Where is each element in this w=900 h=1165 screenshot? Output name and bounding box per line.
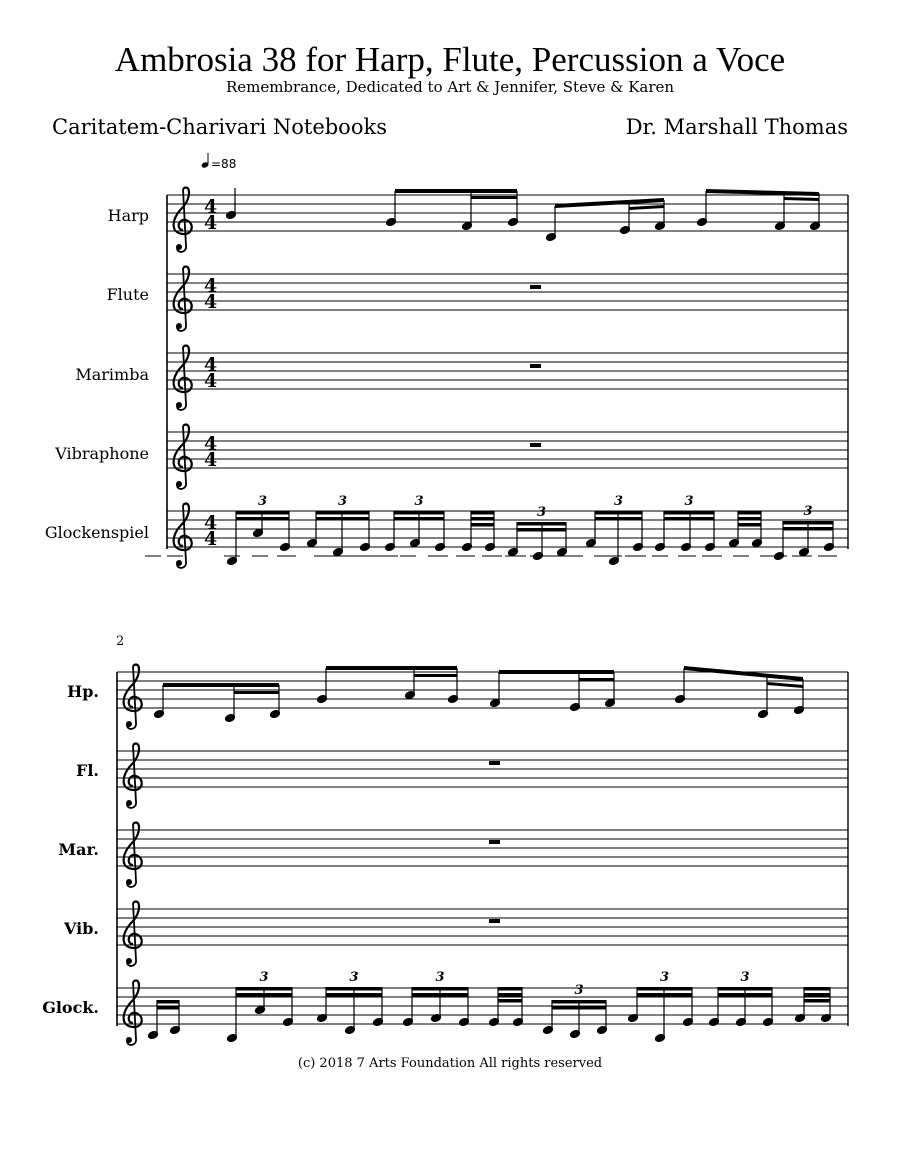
beam: [471, 517, 494, 521]
beam: [783, 521, 833, 525]
beam: [552, 1006, 606, 1010]
svg-text:4: 4: [204, 512, 218, 534]
instrument-abbr-glockenspiel: Glock.: [42, 998, 99, 1017]
score-subtitle: Remembrance, Dedicated to Art & Jennifer, Steve & Karen: [225, 78, 675, 96]
beam: [804, 987, 830, 991]
instrument-abbr-harp: Hp.: [67, 682, 99, 701]
beam: [738, 517, 761, 521]
tempo-value: =88: [211, 157, 237, 171]
svg-text:4: 4: [204, 196, 218, 218]
tuplet-number: 3: [257, 494, 268, 509]
beam: [718, 993, 772, 997]
instrument-name-vibraphone: Vibraphone: [55, 444, 149, 463]
treble-clef: [124, 665, 142, 729]
beam: [316, 511, 369, 515]
tuplet-number: 3: [414, 494, 424, 509]
whole-rest: [489, 919, 500, 923]
treble-clef: [124, 902, 142, 966]
svg-text:4: 4: [204, 433, 218, 455]
composer-name: Dr. Marshall Thomas: [625, 115, 848, 139]
beam: [498, 993, 522, 997]
instrument-abbr-flute: Fl.: [75, 761, 99, 780]
beam: [326, 987, 382, 991]
tuplet-number: 3: [435, 970, 445, 985]
whole-rest: [530, 443, 541, 447]
beam: [738, 523, 761, 527]
glockenspiel-notes-m2: [145, 556, 834, 1044]
tuplet-number: 3: [740, 970, 750, 985]
treble-clef: [174, 188, 192, 252]
svg-text:4: 4: [204, 212, 218, 234]
tuplet-number: 3: [659, 970, 670, 985]
whole-rest: [489, 840, 500, 844]
tuplet-number: 3: [259, 970, 269, 985]
instrument-name-glockenspiel: Glockenspiel: [44, 523, 149, 542]
tuplet-number: 3: [803, 504, 813, 519]
svg-text:4: 4: [204, 449, 218, 471]
beam: [637, 993, 692, 997]
collection-name: Caritatem-Charivari Notebooks: [52, 115, 387, 139]
beam: [157, 1006, 179, 1010]
beam: [236, 517, 289, 521]
tuplet-number: 3: [684, 494, 694, 509]
svg-text:4: 4: [204, 354, 218, 376]
instrument-abbr-vibraphone: Vib.: [64, 919, 99, 938]
beam: [236, 511, 289, 515]
treble-clef: [124, 823, 142, 887]
beam: [517, 528, 566, 532]
beam: [664, 511, 714, 515]
beam: [517, 522, 566, 526]
treble-clef: [174, 425, 192, 489]
beam: [326, 993, 382, 997]
beam: [471, 511, 494, 515]
beam: [664, 517, 714, 521]
instrument-abbr-marimba: Mar.: [58, 840, 99, 859]
tuplet-number: 3: [613, 494, 624, 509]
beam: [498, 987, 522, 991]
beam: [157, 1000, 179, 1004]
beam: [394, 517, 444, 521]
system-1: [45, 188, 848, 568]
beam: [236, 987, 292, 991]
whole-rest: [530, 364, 541, 368]
svg-text:4: 4: [204, 291, 218, 313]
treble-clef: [174, 504, 192, 568]
beam: [498, 999, 522, 1003]
beam: [595, 511, 642, 515]
treble-clef: [174, 267, 192, 331]
system-1-staves: [167, 195, 848, 547]
treble-clef: [174, 346, 192, 410]
svg-text:4: 4: [204, 370, 218, 392]
instrument-name-marimba: Marimba: [75, 365, 149, 384]
beam: [412, 993, 468, 997]
beam: [783, 527, 833, 531]
time-signature: [204, 196, 217, 550]
system-2-staves: [117, 672, 848, 1024]
beam: [804, 999, 830, 1003]
treble-clef: [124, 981, 142, 1045]
beam: [236, 993, 292, 997]
instrument-name-flute: Flute: [106, 285, 149, 304]
beam: [316, 517, 369, 521]
glockenspiel-notes-m1: [224, 511, 837, 567]
system-2: [42, 556, 848, 1045]
beam: [412, 987, 468, 991]
score-title: Ambrosia 38 for Harp, Flute, Percussion a Voce: [114, 40, 786, 79]
tuplet-number: 3: [574, 983, 584, 998]
copyright-notice: (c) 2018 7 Arts Foundation All rights reserved: [297, 1056, 603, 1071]
tuplet-numbers: [258, 494, 813, 998]
beam: [718, 987, 772, 991]
tuplet-number: 3: [536, 505, 547, 520]
whole-rest: [530, 285, 541, 289]
beam: [595, 517, 642, 521]
treble-clef: [124, 744, 142, 808]
tempo-marking: [201, 153, 237, 171]
svg-text:4: 4: [204, 528, 218, 550]
harp-notes-m1: [225, 188, 822, 243]
beam: [471, 523, 494, 527]
beam: [738, 511, 761, 515]
beam: [637, 987, 692, 991]
tuplet-number: 3: [349, 970, 359, 985]
measure-number: 2: [116, 634, 125, 649]
harp-notes-m2: [153, 666, 806, 724]
beam: [552, 1000, 606, 1004]
beam: [804, 993, 830, 997]
instrument-name-harp: Harp: [107, 206, 149, 225]
tuplet-number: 3: [337, 494, 348, 509]
beam: [394, 511, 444, 515]
svg-text:4: 4: [204, 275, 218, 297]
whole-rest: [489, 761, 500, 765]
